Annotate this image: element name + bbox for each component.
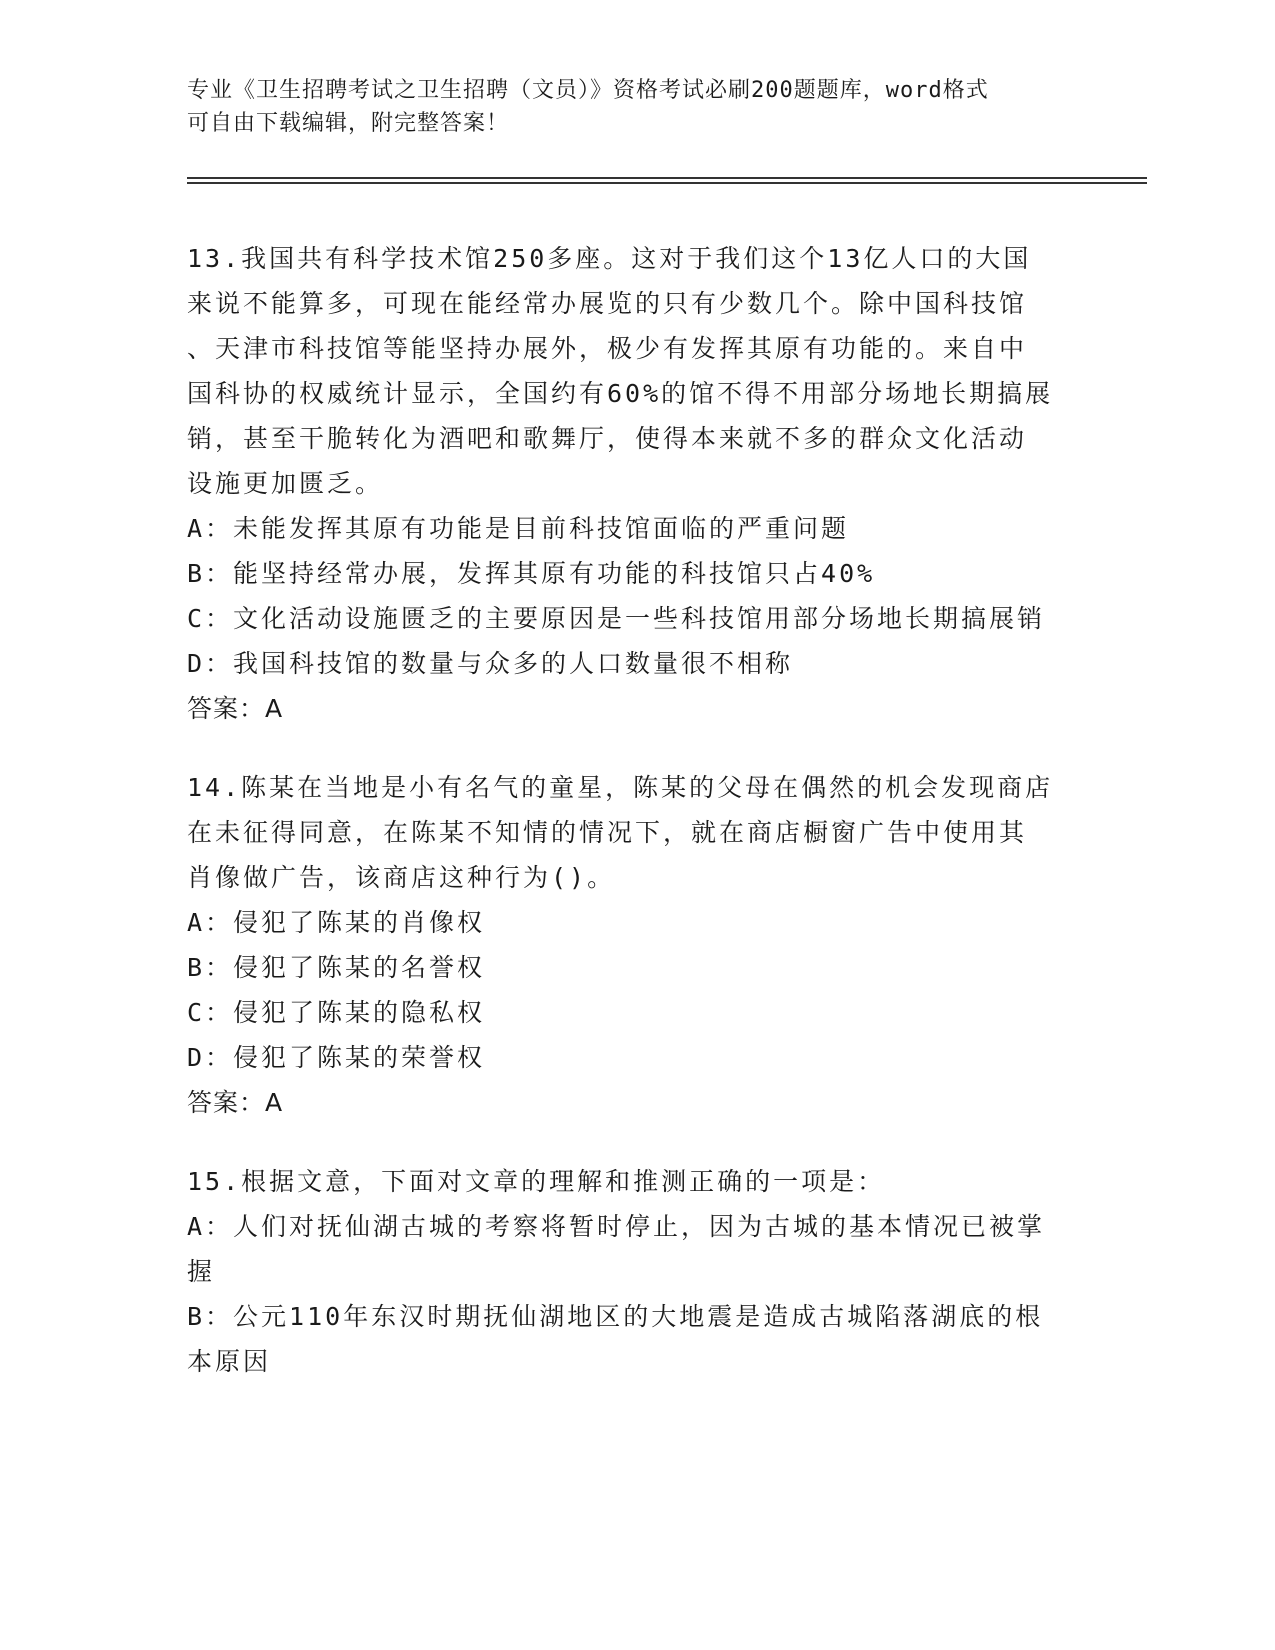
option-d: D：侵犯了陈某的荣誉权	[187, 1043, 486, 1072]
header-line: 专业《卫生招聘考试之卫生招聘（文员）》资格考试必刷200题题库，word格式	[187, 78, 989, 103]
question-list	[187, 236, 1087, 1418]
question-stem-line: 销，甚至干脆转化为酒吧和歌舞厅，使得本来就不多的群众文化活动	[187, 424, 1028, 453]
question-stem-line: 14.陈某在当地是小有名气的童星，陈某的父母在偶然的机会发现商店	[187, 773, 1054, 802]
option-c: C：文化活动设施匮乏的主要原因是一些科技馆用部分场地长期搞展销	[187, 604, 1046, 633]
question-14	[187, 765, 1087, 1125]
option-c: C：侵犯了陈某的隐私权	[187, 998, 486, 1027]
option-b-continued: 本原因	[187, 1347, 272, 1376]
option-a-continued: 握	[187, 1257, 216, 1286]
header-line: 可自由下载编辑，附完整答案！	[187, 111, 510, 136]
option-a: A：未能发挥其原有功能是目前科技馆面临的严重问题	[187, 514, 850, 543]
header-divider	[187, 177, 1147, 179]
option-b: B：公元110年东汉时期抚仙湖地区的大地震是造成古城陷落湖底的根	[187, 1302, 1044, 1331]
option-a: A：侵犯了陈某的肖像权	[187, 908, 486, 937]
answer-line: 答案：A	[187, 694, 284, 723]
question-13	[187, 236, 1087, 731]
document-header	[187, 74, 1067, 140]
question-stem-line: 13.我国共有科学技术馆250多座。这对于我们这个13亿人口的大国	[187, 244, 1032, 273]
option-b: B：侵犯了陈某的名誉权	[187, 953, 486, 982]
option-d: D：我国科技馆的数量与众多的人口数量很不相称	[187, 649, 794, 678]
option-a: A：人们对抚仙湖古城的考察将暂时停止，因为古城的基本情况已被掌	[187, 1212, 1046, 1241]
answer-line: 答案：A	[187, 1088, 284, 1117]
question-stem-line: 国科协的权威统计显示，全国约有60%的馆不得不用部分场地长期搞展	[187, 379, 1054, 408]
question-stem-line: 肖像做广告，该商店这种行为()。	[187, 863, 616, 892]
question-stem-line: 15.根据文意，下面对文章的理解和推测正确的一项是：	[187, 1167, 886, 1196]
question-stem-line: 设施更加匮乏。	[187, 469, 384, 498]
question-stem-line: 、天津市科技馆等能坚持办展外，极少有发挥其原有功能的。来自中	[187, 334, 1028, 363]
question-15	[187, 1159, 1087, 1384]
option-b: B：能坚持经常办展，发挥其原有功能的科技馆只占40%	[187, 559, 876, 588]
question-stem-line: 来说不能算多，可现在能经常办展览的只有少数几个。除中国科技馆	[187, 289, 1028, 318]
question-stem-line: 在未征得同意，在陈某不知情的情况下，就在商店橱窗广告中使用其	[187, 818, 1028, 847]
header-divider	[187, 182, 1147, 184]
